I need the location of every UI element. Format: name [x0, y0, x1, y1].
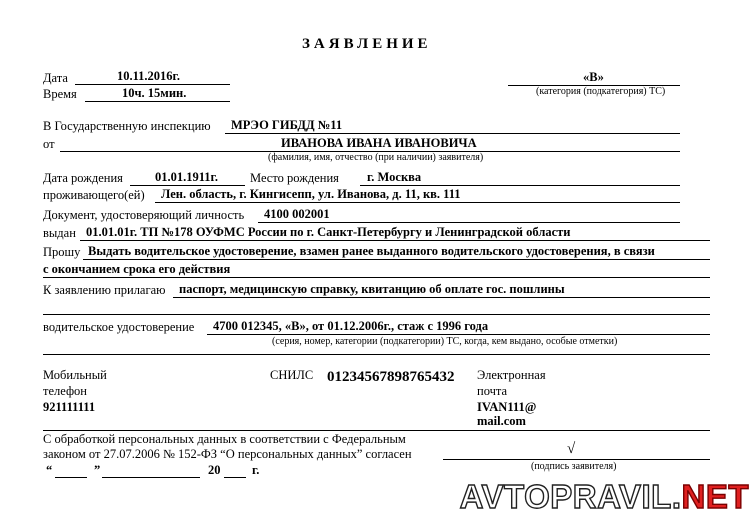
consent-date-close-quote: ”	[94, 463, 101, 477]
time-underline	[85, 101, 230, 102]
request-underline-2	[43, 277, 710, 278]
signature-mark: √	[567, 441, 576, 457]
watermark-banner	[459, 478, 753, 517]
attach-underline	[173, 297, 710, 298]
snils-value: 01234567898765432	[327, 369, 455, 385]
request-label: Прошу	[43, 245, 81, 259]
from-caption: (фамилия, имя, отчество (при наличии) заявителя)	[268, 152, 484, 163]
consent-year-prefix: 20	[208, 463, 221, 477]
document-title: ЗАЯВЛЕНИЕ	[302, 36, 432, 52]
id-doc-value: 4100 002001	[264, 207, 330, 221]
residence-value: Лен. область, г. Кингисепп, ул. Иванова, д. 11, кв. 111	[161, 187, 461, 201]
inspection-label: В Государственную инспекцию	[43, 119, 211, 133]
request-line-1: Выдать водительское удостоверение, взамен ранее выданного водительского удостоверения, в связи	[88, 244, 655, 258]
birth-date-underline	[130, 185, 245, 186]
birth-place-label: Место рождения	[250, 171, 339, 185]
snils-label: СНИЛС	[270, 368, 314, 382]
request-line-2: с окончанием срока его действия	[43, 262, 231, 276]
inspection-underline	[225, 133, 680, 134]
phone-label-line-2: телефон	[43, 384, 87, 398]
birth-place-value: г. Москва	[367, 170, 422, 184]
time-value: 10ч. 15мин.	[122, 86, 187, 100]
date-label: Дата	[43, 71, 68, 85]
id-doc-underline	[258, 222, 680, 223]
time-label: Время	[43, 87, 77, 101]
license-value: 4700 012345, «В», от 01.12.2006г., стаж с 1996 года	[213, 319, 489, 333]
residence-label: проживающего(ей)	[43, 188, 145, 202]
phone-value: 921111111	[43, 400, 96, 414]
consent-year-underline	[224, 477, 246, 478]
email-value-line-2: mail.com	[477, 414, 526, 428]
license-caption: (серия, номер, категории (подкатегории) ТС, когда, кем выдано, особые отметки)	[272, 336, 618, 347]
date-underline	[75, 84, 230, 85]
id-doc-label: Документ, удостоверяющий личность	[43, 208, 245, 222]
license-underline	[207, 334, 710, 335]
consent-month-underline	[102, 477, 200, 478]
email-label-line-1: Электронная	[477, 368, 546, 382]
attach-label: К заявлению прилагаю	[43, 283, 166, 297]
watermark-logo	[460, 479, 749, 515]
category-caption: (категория (подкатегория) ТС)	[536, 86, 666, 97]
issued-label: выдан	[43, 226, 76, 240]
signature-underline	[443, 459, 710, 460]
consent-line-2: законом от 27.07.2006 № 152-ФЗ “О персональных данных” согласен	[43, 447, 412, 461]
inspection-value: МРЭО ГИБДД №11	[231, 118, 343, 132]
consent-line-1: С обработкой персональных данных в соответствии с Федеральным	[43, 432, 406, 446]
request-underline-1	[83, 259, 710, 260]
watermark-tld-text: NET	[681, 478, 749, 515]
email-label-line-2: почта	[477, 384, 508, 398]
license-label: водительское удостоверение	[43, 320, 195, 334]
birth-date-value: 01.01.1911г.	[155, 170, 218, 184]
category-value: «В»	[583, 70, 604, 84]
date-value: 10.11.2016г.	[117, 69, 180, 83]
consent-year-suffix: г.	[252, 463, 260, 477]
consent-day-underline	[55, 477, 87, 478]
from-value: ИВАНОВА ИВАНА ИВАНОВИЧА	[281, 136, 477, 150]
from-label: от	[43, 137, 55, 151]
residence-underline	[155, 202, 680, 203]
signature-caption: (подпись заявителя)	[531, 461, 617, 472]
section-divider-2	[43, 430, 710, 431]
email-value-line-1: IVAN111@	[477, 400, 537, 414]
issued-value: 01.01.01г. ТП №178 ОУФМС России по г. Санкт-Петербургу и Ленинградской области	[86, 225, 571, 239]
birth-date-label: Дата рождения	[43, 171, 123, 185]
phone-label-line-1: Мобильный	[43, 368, 107, 382]
watermark-main-text: AVTOPRAVIL.	[459, 478, 682, 515]
birth-place-underline	[360, 185, 680, 186]
consent-date-open-quote: “	[46, 463, 53, 477]
section-divider	[43, 354, 710, 355]
attach-underline-2	[43, 314, 710, 315]
issued-underline	[80, 240, 710, 241]
attach-value: паспорт, медицинскую справку, квитанцию об оплате гос. пошлины	[179, 282, 565, 296]
